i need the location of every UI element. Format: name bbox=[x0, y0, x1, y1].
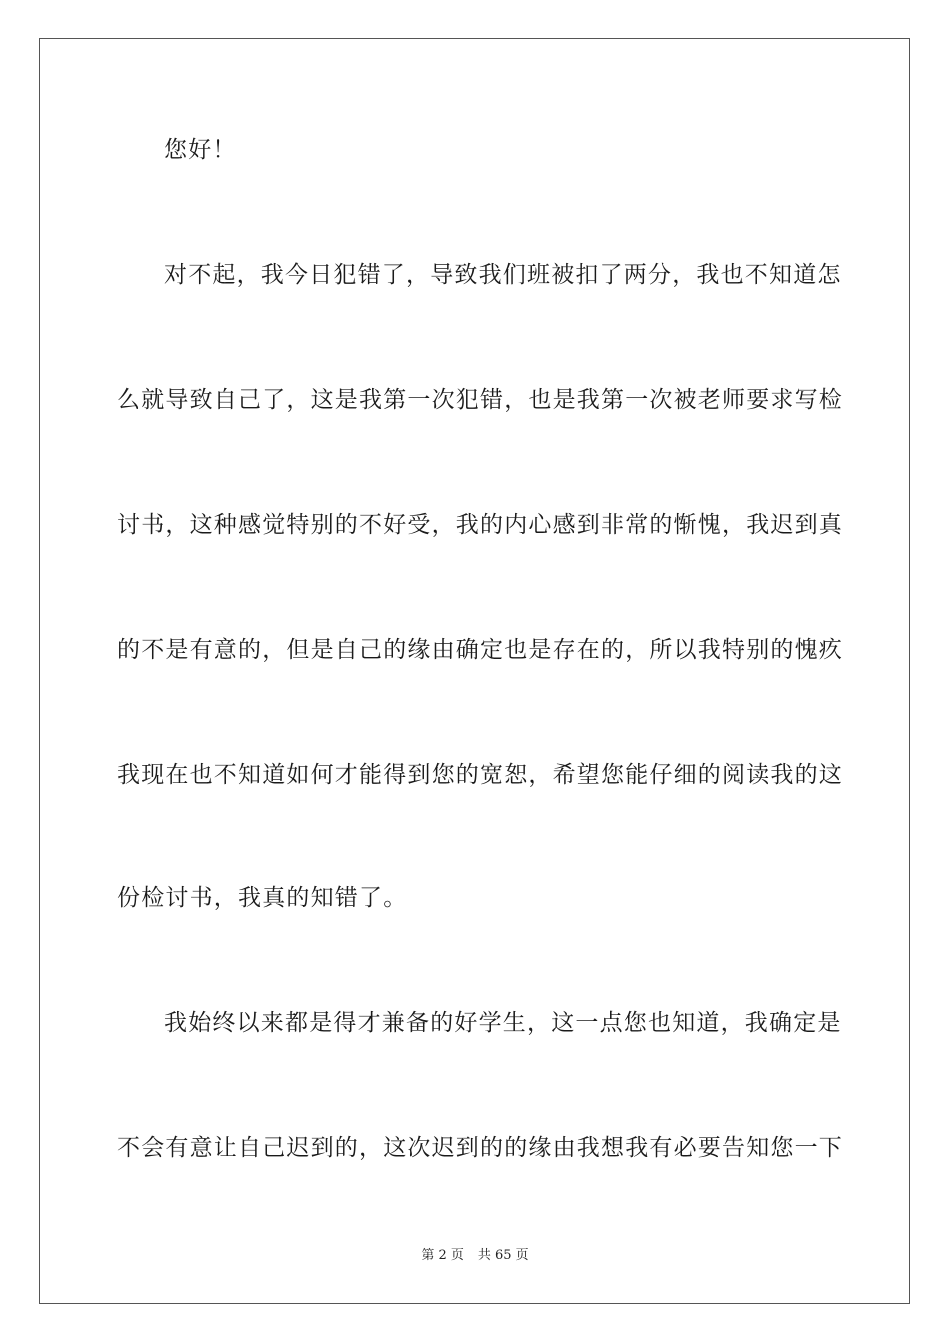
paragraph-line: 份检讨书，我真的知错了。 bbox=[117, 885, 408, 911]
greeting-line: 您好！ bbox=[164, 137, 237, 163]
paragraph-line: 我始终以来都是得才兼备的好学生，这一点您也知道，我确定是 bbox=[164, 1010, 842, 1036]
paragraph-line: 么就导致自己了，这是我第一次犯错，也是我第一次被老师要求写检 bbox=[117, 387, 843, 413]
paragraph-line: 讨书，这种感觉特别的不好受，我的内心感到非常的惭愧，我迟到真 bbox=[117, 512, 843, 538]
page-footer bbox=[0, 1247, 950, 1265]
paragraph-line: 对不起，我今日犯错了，导致我们班被扣了两分，我也不知道怎 bbox=[164, 262, 842, 288]
page-total: 共 65 页 bbox=[477, 1248, 529, 1263]
page-number: 第 2 页 bbox=[421, 1248, 464, 1263]
paragraph-line: 我现在也不知道如何才能得到您的宽恕，希望您能仔细的阅读我的这 bbox=[117, 762, 843, 788]
paragraph-line: 的不是有意的，但是自己的缘由确定也是存在的，所以我特别的愧疚 bbox=[117, 637, 843, 663]
paragraph-line: 不会有意让自己迟到的，这次迟到的的缘由我想我有必要告知您一下 bbox=[117, 1135, 843, 1161]
page-frame bbox=[39, 38, 910, 1304]
